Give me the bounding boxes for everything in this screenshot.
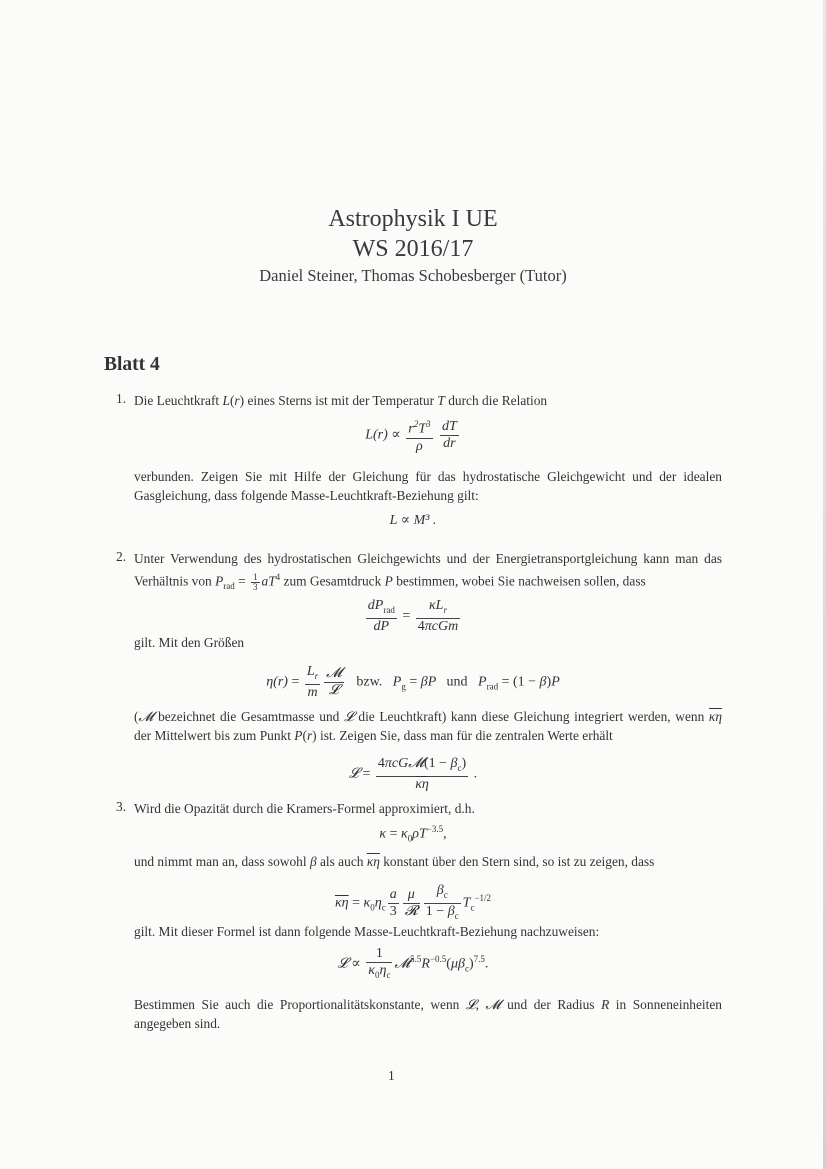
text: Die Leuchtkraft [134,393,223,408]
text: der Mittelwert bis zum Punkt [134,728,295,743]
problem-3-number: 3. [116,799,127,814]
text: eines Sterns ist mit der Temperatur [244,393,438,408]
problem-3-intro: Wird die Opazität durch die Kramers-Formel approximiert, d.h. [134,801,475,816]
text: ist. Zeigen Sie, dass man für die zentralen Werte erhält [316,728,613,743]
equation-eta-definition: η(r) = $\frac{L_r}{m}$ $\frac{\text{𝓜}}{\text{𝓛}}$ bzw. $P_g = \beta P$ und $P_{rad} = (1 - \beta)P$ [266,664,560,700]
text: Unter Verwendung des hydrostatischen Gleichgewichts und der Energietransportgleichung kann man das Verhältnis von [134,551,722,589]
text: bezeichnet die Gesamtmasse und [153,709,344,724]
problem-1-intro: Die Leuchtkraft L(r) eines Sterns ist mit der Temperatur T durch die Relation [134,393,548,408]
text: als auch [316,854,367,869]
course-title: Astrophysik I UE [328,206,498,232]
problem-2-number: 2. [116,549,127,564]
equation-mass-luminosity-2: 𝓛 ∝ $\frac{1}{\kappa_0\eta_c}$ $𝓜^{5.5}R^{-0.5}(\mu\beta_c)^{7.5}$. [0,946,826,983]
text: und der Radius [500,997,602,1012]
text: und [446,674,468,690]
page-number: 1 [388,1068,395,1083]
equation-central-luminosity: 𝓛 = $\frac{4\pi cG𝓜(1 - \beta_c)}{\kappa\eta}$ . [348,756,478,792]
problem-1-text: verbunden. Zeigen Sie mit Hilfe der Gleichung für das hydrostatische Gleichgewicht und der idealen Gasgleichung, dass folgende Masse-Leuchtkraft-Beziehung gilt: [134,469,722,503]
problem-1-number: 1. [116,391,127,406]
text: die Leuchtkraft) kann diese Gleichung integriert werden, wenn [353,709,709,724]
text: ( [134,709,139,724]
text: in Sonneneinheiten angegeben sind. [134,997,722,1031]
text: durch die Relation [444,393,548,408]
problem-3-text-1: und nimmt man an, dass sowohl β als auch $\overline{\kappa\eta}$ konstant über den Stern sind, so ist zu zeigen, dass [134,854,655,869]
problem-3-text-2: gilt. Mit dieser Formel ist dann folgende Masse-Leuchtkraft-Beziehung nachzuweisen: [134,924,600,939]
text: Bestimmen Sie auch die Proportionalitätskonstante, wenn [134,997,466,1012]
text: zum Gesamtdruck [280,573,385,589]
equation-pressure-ratio: $\frac{dP_{rad}}{dP}$ = $\frac{\kappa L_r}{\text{4πcGm}}$ [367,598,459,634]
authors: Daniel Steiner, Thomas Schobesberger (Tutor) [259,266,567,285]
equation-luminosity-relation: L(r) ∝ $\frac{r^2T^3}{\rho}$ $\frac{dT}{dr}$ [365,418,457,454]
text: bestimmen, wobei Sie nachweisen sollen, dass [392,573,646,589]
problem-2-intro: Unter Verwendung des hydrostatischen Gleichgewichts und der Energietransportgleichung kann man das Verhältnis von $P_{rad}$ = $\frac{1}{3}$ $aT^4$ zum Gesamtdruck P bestimmen, wobei Sie nachweisen sollen, dass [134,551,722,592]
problem-3-closing: Bestimmen Sie auch die Proportionalitätskonstante, wenn 𝓛, 𝓜 und der Radius R in Sonneneinheiten angegeben sind. [134,997,722,1031]
equation-mass-luminosity-1: L ∝ M³ . [389,513,437,528]
sheet-title: Blatt 4 [104,354,160,375]
problem-2-paren-text: (𝓜 bezeichnet die Gesamtmasse und 𝓛 die Leuchtkraft) kann diese Gleichung integriert werden, wenn $\overline{\kappa\eta}$ der Mittelwert bis zum Punkt P(r) ist. Zeigen Sie, dass man für die zentralen Werte erhält [134,709,722,743]
text: konstant über den Stern sind, so ist zu zeigen, dass [379,854,655,869]
semester: WS 2016/17 [352,236,474,262]
text: bzw. [356,674,383,690]
text: und nimmt man an, dass sowohl [134,854,310,869]
problem-2-text: gilt. Mit den Größen [134,635,245,650]
equation-kappa-eta-mean: $\overline{\kappa\eta} = \kappa_0\eta_c$ $\frac{a}{3}$ $\frac{\mu}{\text{𝓡}}$ $\frac{\beta_c}{1 - \beta_c}$ $T_c^{-1/2}$ [0,883,826,924]
equation-kramers: $\kappa = \kappa_0\rho T^{-3.5}$, [379,824,447,844]
